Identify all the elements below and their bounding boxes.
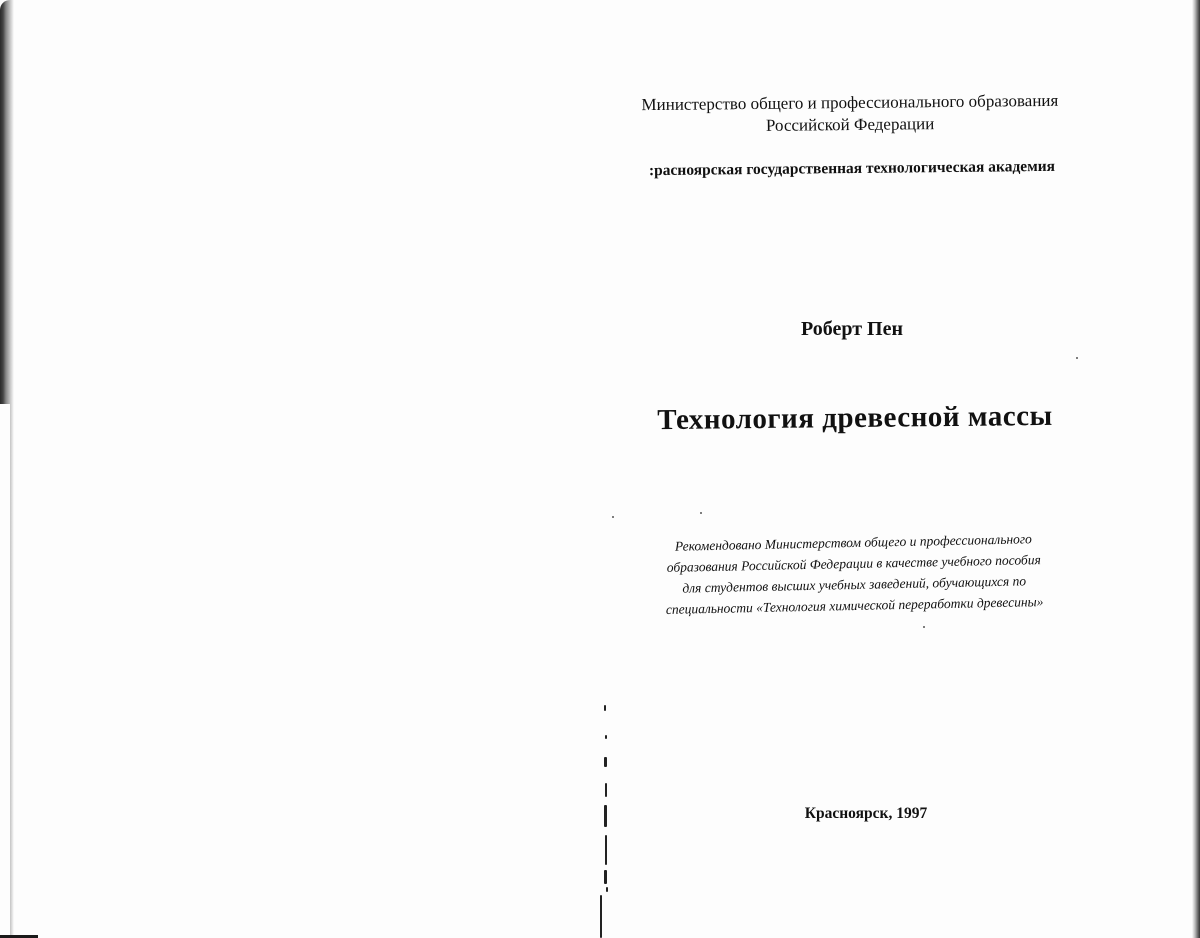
scan-speck — [1076, 357, 1078, 359]
scan-speck — [612, 516, 614, 518]
academy-name: :расноярская государственная технологическая академия — [648, 157, 1056, 180]
author-name: Роберт Пен — [801, 318, 903, 340]
scan-speck — [923, 626, 925, 628]
binding-gutter — [598, 705, 616, 938]
right-page-edge — [1192, 0, 1200, 938]
ministry-line: Российской Федерации — [765, 114, 935, 135]
recommendation-line: для студентов высших учебных заведений, обучающихся по — [682, 573, 1027, 596]
book-title: Технология древесной массы — [657, 399, 1053, 437]
recommendation-line: специальности «Технология химической переработки древесины» — [665, 594, 1044, 617]
recommendation-block — [603, 527, 1105, 621]
scan-speck — [700, 512, 702, 514]
recommendation-line: образования Российской Федерации в качестве учебного пособия — [666, 552, 1041, 575]
city-year: Красноярск, 1997 — [804, 805, 928, 822]
ministry-heading — [610, 89, 1090, 138]
ministry-line: Министерство общего и профессионального образования — [641, 90, 1059, 115]
left-page-edge-fade — [0, 404, 10, 938]
recommendation-line: Рекомендовано Министерством общего и профессионального — [674, 531, 1032, 554]
